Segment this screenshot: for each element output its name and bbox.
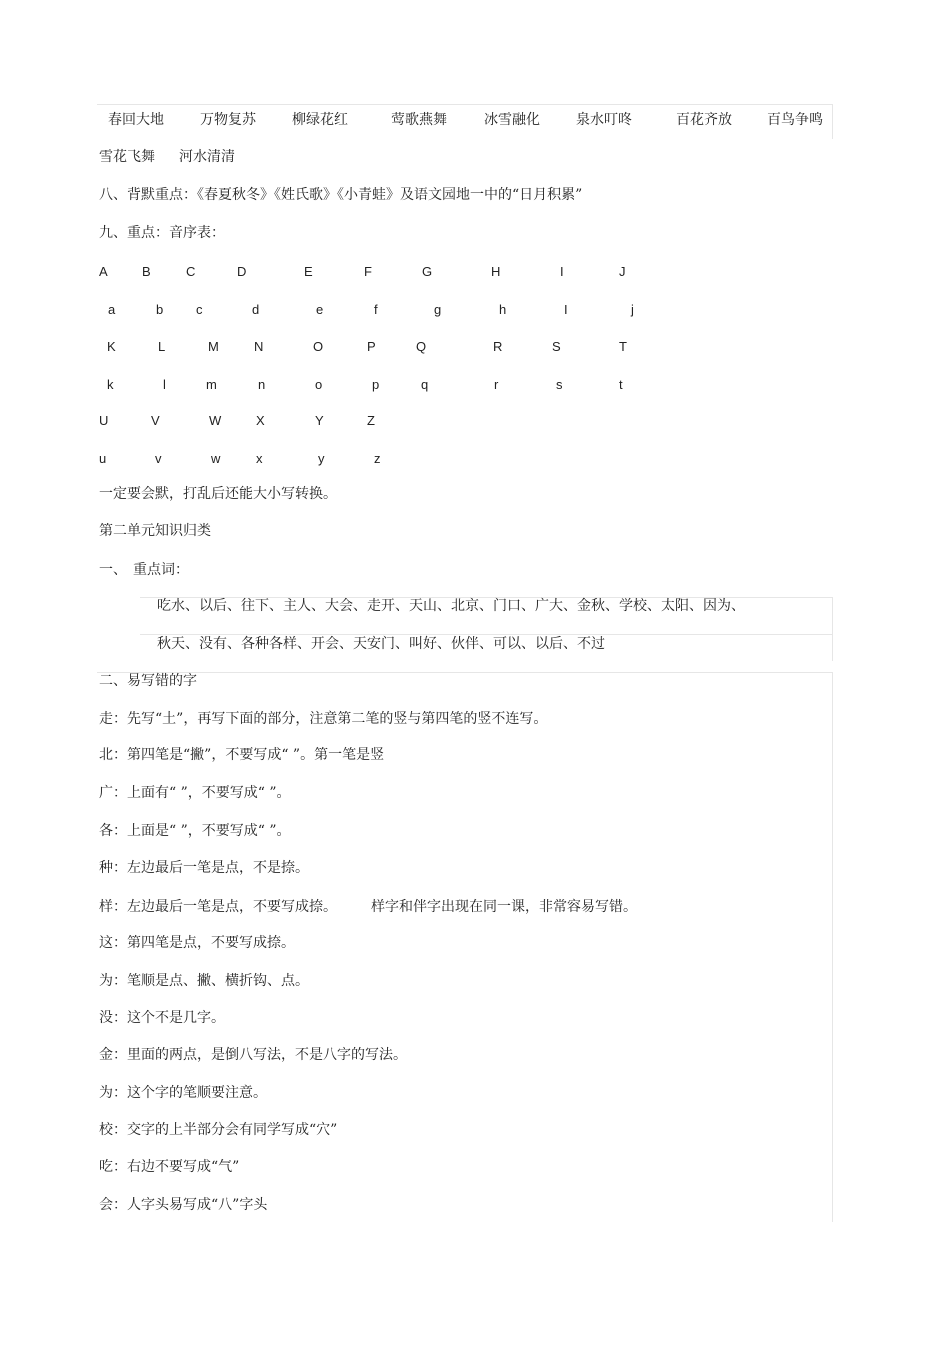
char-note: 各：上面是“ ”，不要写成“ ”。 [99, 823, 291, 839]
letter: o [315, 377, 323, 392]
char-note: 广：上面有“ ”，不要写成“ ”。 [99, 785, 291, 801]
note-text: 一定要会默，打乱后还能大小写转换。 [99, 486, 337, 502]
letter: Y [315, 413, 324, 428]
letter: U [99, 413, 109, 428]
char-note-extra: 样字和伴字出现在同一课，非常容易写错。 [371, 899, 637, 915]
idiom: 雪花飞舞 [99, 149, 155, 165]
char-note: 为：这个字的笔顺要注意。 [99, 1085, 267, 1101]
section-2-title: 二、易写错的字 [99, 673, 197, 689]
letter: Q [416, 339, 427, 354]
letter: b [156, 302, 164, 317]
letter: B [142, 264, 151, 279]
letter: L [158, 339, 166, 354]
idiom: 百鸟争鸣 [767, 112, 823, 128]
letter: d [252, 302, 260, 317]
unit-2-title: 第二单元知识归类 [99, 523, 211, 539]
char-note: 没：这个不是几字。 [99, 1010, 225, 1026]
letter: C [186, 264, 196, 279]
letter: V [151, 413, 160, 428]
letter: J [619, 264, 626, 279]
letter: S [552, 339, 561, 354]
char-note: 走：先写“土”，再写下面的部分，注意第二笔的竖与第四笔的竖不连写。 [99, 711, 548, 727]
letter: a [108, 302, 116, 317]
idiom: 百花齐放 [676, 112, 732, 128]
letter: T [619, 339, 627, 354]
table-border-section2-right [832, 672, 833, 1222]
letter: X [256, 413, 265, 428]
letter: Z [367, 413, 375, 428]
letter: N [254, 339, 264, 354]
letter: m [206, 377, 217, 392]
letter: P [367, 339, 376, 354]
section-1-number: 一、 [99, 562, 127, 578]
letter: A [99, 264, 108, 279]
char-note: 校：交字的上半部分会有同学写成“穴” [99, 1122, 338, 1138]
char-note: 种：左边最后一笔是点，不是捺。 [99, 860, 309, 876]
char-note: 吃：右边不要写成“气” [99, 1159, 240, 1175]
letter: u [99, 451, 107, 466]
idiom: 河水清清 [179, 149, 235, 165]
letter: j [631, 302, 634, 317]
table-border-top [97, 104, 833, 105]
char-note: 会：人字头易写成“八”字头 [99, 1197, 268, 1213]
section-1-title: 重点词： [133, 562, 189, 578]
letter: h [499, 302, 507, 317]
letter: q [421, 377, 429, 392]
letter: g [434, 302, 442, 317]
letter: F [364, 264, 372, 279]
letter: M [208, 339, 219, 354]
char-note: 为：笔顺是点、撇、横折钩、点。 [99, 973, 309, 989]
letter: p [372, 377, 380, 392]
table-border-section2-top [97, 672, 833, 673]
key-words-line-1: 吃水、以后、往下、主人、大会、走开、天山、北京、门口、广大、金秋、学校、太阳、因为、 [157, 598, 745, 614]
letter: E [304, 264, 313, 279]
item-8: 八、背默重点：《春夏秋冬》《姓氏歌》《小青蛙》及语文园地一中的“日月积累” [99, 187, 583, 203]
letter: W [209, 413, 222, 428]
item-9: 九、重点：音序表： [99, 225, 225, 241]
letter: t [619, 377, 623, 392]
key-words-line-2: 秋天、没有、各种各样、开会、天安门、叫好、伙伴、可以、以后、不过 [157, 636, 605, 652]
letter: I [560, 264, 564, 279]
idiom: 莺歌燕舞 [391, 112, 447, 128]
letter: w [211, 451, 221, 466]
letter: f [374, 302, 378, 317]
letter: I [564, 302, 568, 317]
letter: K [107, 339, 116, 354]
letter: R [493, 339, 503, 354]
idiom: 泉水叮咚 [576, 112, 632, 128]
letter: H [491, 264, 501, 279]
char-note: 金：里面的两点，是倒八写法，不是八字的写法。 [99, 1047, 407, 1063]
char-note: 这：第四笔是点，不要写成捺。 [99, 935, 295, 951]
letter: k [107, 377, 114, 392]
letter: s [556, 377, 563, 392]
letter: v [155, 451, 162, 466]
letter: D [237, 264, 247, 279]
letter: n [258, 377, 266, 392]
letter: y [318, 451, 325, 466]
idiom: 冰雪融化 [484, 112, 540, 128]
letter: r [494, 377, 499, 392]
letter: e [316, 302, 324, 317]
table-border-right [832, 104, 833, 139]
table-border-words-right [832, 597, 833, 661]
letter: c [196, 302, 203, 317]
letter: x [256, 451, 263, 466]
letter: G [422, 264, 433, 279]
letter: O [313, 339, 324, 354]
char-note: 样：左边最后一笔是点，不要写成捺。 [99, 899, 337, 915]
char-note: 北：第四笔是“撇”，不要写成“ ”。第一笔是竖 [99, 747, 385, 763]
idiom: 万物复苏 [200, 112, 256, 128]
letter: z [374, 451, 381, 466]
letter: l [163, 377, 166, 392]
idiom: 春回大地 [108, 112, 164, 128]
idiom: 柳绿花红 [292, 112, 348, 128]
